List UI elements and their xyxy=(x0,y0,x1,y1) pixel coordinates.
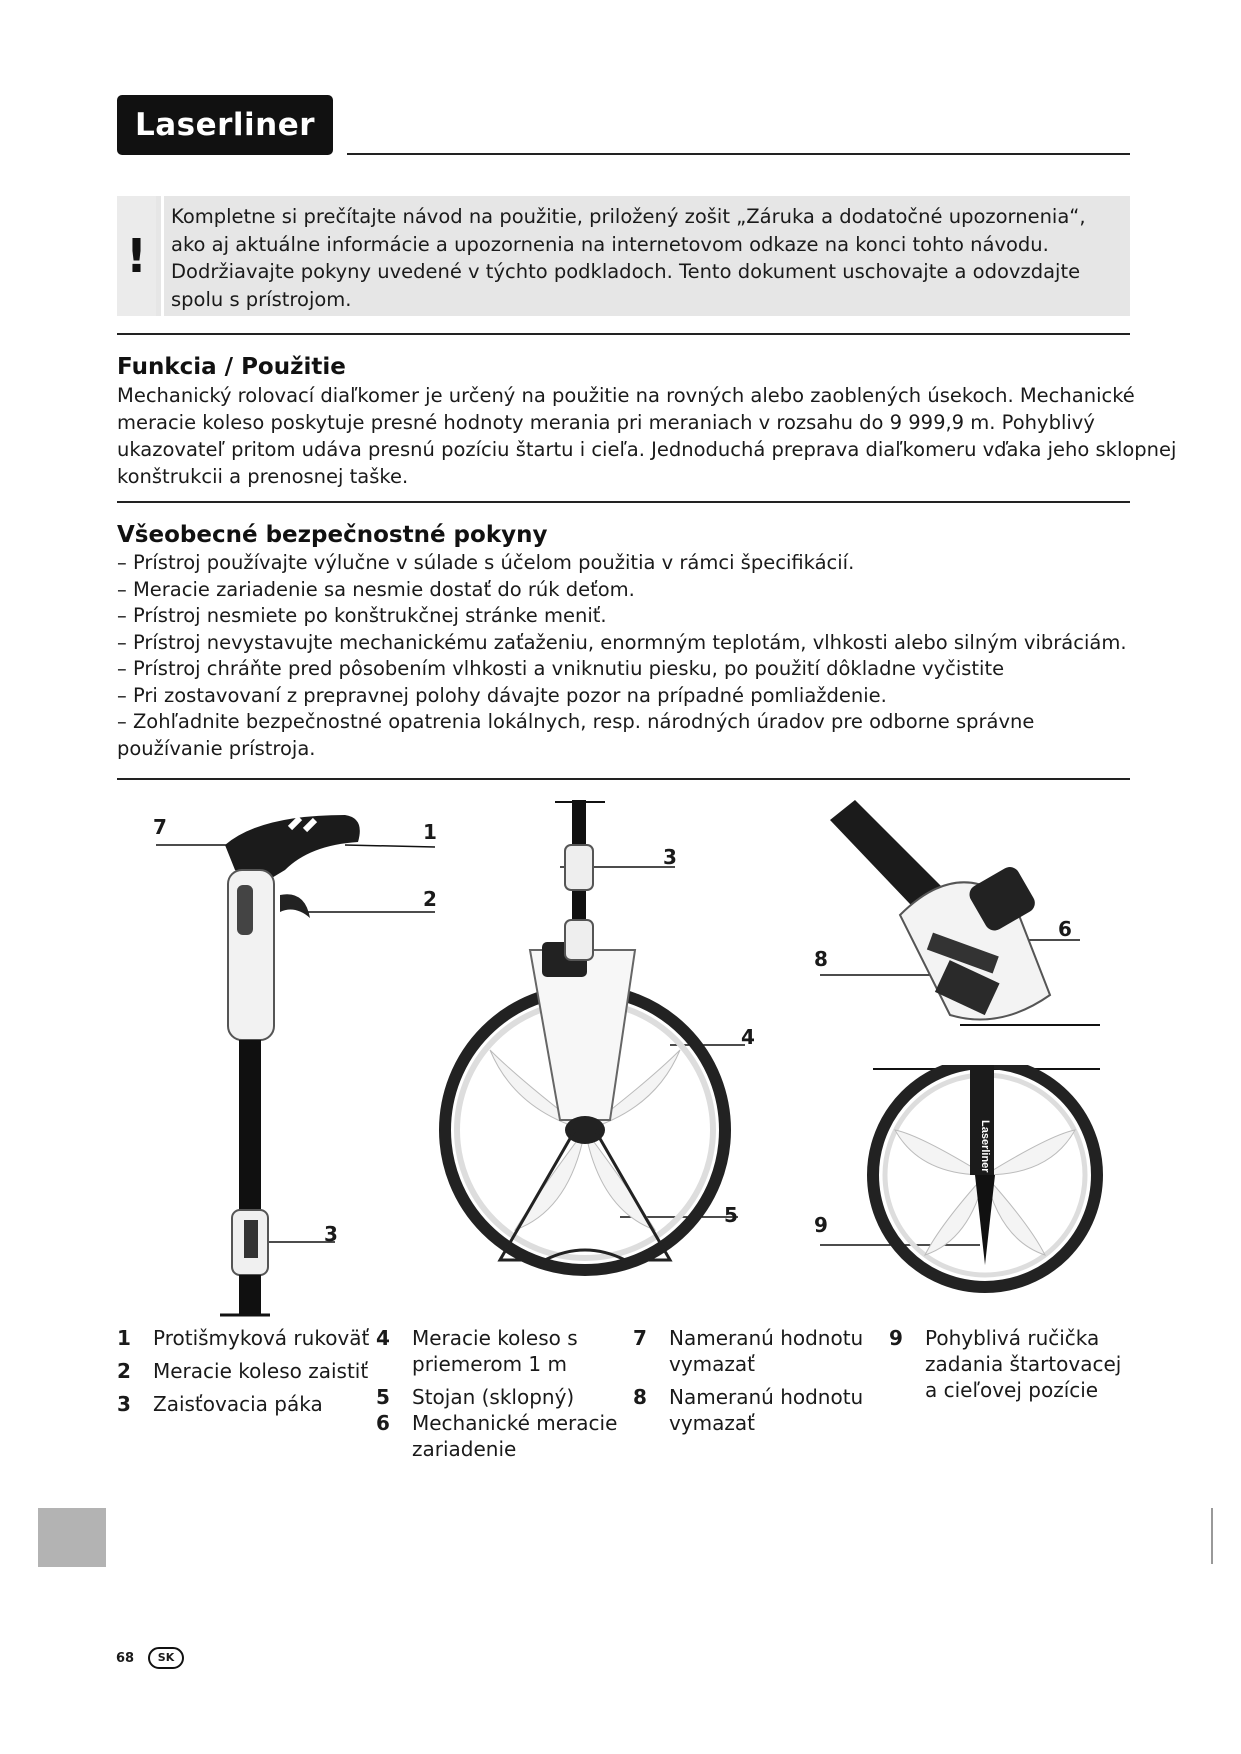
exclamation-icon: ! xyxy=(117,196,156,316)
language-badge: SK xyxy=(148,1647,184,1669)
side-tab xyxy=(38,1508,106,1567)
safety-item: – Prístroj nesmiete po konštrukčnej stránke meniť. xyxy=(117,604,607,627)
legend-number: 6 xyxy=(376,1411,390,1435)
figure-wheel-detail xyxy=(800,1065,1130,1295)
callout-5: 5 xyxy=(724,1203,738,1227)
legend-label: Mechanické meracie xyxy=(412,1411,618,1435)
function-line: Mechanický rolovací diaľkomer je určený na použitie na rovných alebo zaoblených úsekoch. Mechanické xyxy=(117,384,1135,407)
legend-label: Nameranú hodnotu xyxy=(669,1385,864,1409)
callout-6: 6 xyxy=(1058,917,1072,941)
warning-line: Dodržiavajte pokyny uvedené v týchto podkladoch. Tento dokument uschovajte a odovzdajte xyxy=(171,260,1081,283)
warning-text xyxy=(171,203,1121,313)
legend-label: Protišmyková rukoväť xyxy=(153,1326,370,1350)
callout-9: 9 xyxy=(814,1213,828,1237)
edge-mark xyxy=(1211,1508,1213,1564)
legend-label: Zaisťovacia páka xyxy=(153,1392,323,1416)
safety-heading: Všeobecné bezpečnostné pokyny xyxy=(117,522,548,548)
figure-handle xyxy=(140,800,440,1320)
warning-line: spolu s prístrojom. xyxy=(171,287,352,311)
function-line: meracie koleso poskytuje presné hodnoty merania pri meraniach v rozsahu do 9 999,9 m. Pohyblivý xyxy=(117,411,1095,434)
legend-label: Stojan (sklopný) xyxy=(412,1385,575,1409)
legend-number: 9 xyxy=(889,1326,903,1350)
safety-item: – Prístroj nevystavujte mechanickému zaťaženiu, enormným teplotám, vlhkosti alebo silným vibráciám. xyxy=(117,630,1127,654)
warning-divider xyxy=(161,196,164,316)
callout-1: 1 xyxy=(423,820,437,844)
function-line: konštrukcii a prenosnej taške. xyxy=(117,465,409,488)
section-rule xyxy=(117,778,1130,780)
legend-number: 2 xyxy=(117,1359,131,1383)
figure-measuring-wheel xyxy=(420,800,780,1305)
legend-label: Nameranú hodnotu xyxy=(669,1326,864,1350)
wheel-brand-text: Laserliner xyxy=(979,1120,991,1173)
safety-list xyxy=(117,550,1132,762)
page-number: 68 xyxy=(116,1651,135,1666)
function-body xyxy=(117,382,1177,490)
legend-label: vymazať xyxy=(669,1411,756,1435)
legend-label: Meracie koleso zaistiť xyxy=(153,1359,369,1383)
section-rule xyxy=(117,501,1130,503)
safety-item: – Pri zostavovaní z prepravnej polohy dávajte pozor na prípadné pomliaždenie. xyxy=(117,683,887,707)
legend-number: 3 xyxy=(117,1392,131,1416)
legend-label: zariadenie xyxy=(412,1437,517,1461)
legend-label: vymazať xyxy=(669,1352,756,1376)
safety-item: používanie prístroja. xyxy=(117,736,316,760)
figure-counter-detail xyxy=(800,795,1130,1035)
callout-2: 2 xyxy=(423,887,437,911)
legend-label: priemerom 1 m xyxy=(412,1352,567,1376)
legend-label: Pohyblivá ručička xyxy=(925,1326,1100,1350)
callout-3: 3 xyxy=(663,845,677,869)
safety-item: – Prístroj chráňte pred pôsobením vlhkosti a vniknutiu piesku, po použití dôkladne vyčistite xyxy=(117,657,1005,680)
safety-item: – Prístroj používajte výlučne v súlade s účelom použitia v rámci špecifikácií. xyxy=(117,551,855,574)
callout-3: 3 xyxy=(324,1222,338,1246)
warning-line: ako aj aktuálne informácie a upozornenia na internetovom odkaze na konci tohto návodu. xyxy=(171,232,1049,256)
brand-logo: Laserliner xyxy=(117,95,333,155)
callout-8: 8 xyxy=(814,947,828,971)
legend-number: 4 xyxy=(376,1326,390,1350)
safety-item: – Meracie zariadenie sa nesmie dostať do rúk deťom. xyxy=(117,577,635,601)
header-rule xyxy=(347,153,1130,155)
legend-number: 5 xyxy=(376,1385,390,1409)
callout-4: 4 xyxy=(741,1025,755,1049)
safety-item: – Zohľadnite bezpečnostné opatrenia lokálnych, resp. národných úradov pre odborne správne xyxy=(117,710,1035,733)
function-heading: Funkcia / Použitie xyxy=(117,354,346,380)
legend-number: 1 xyxy=(117,1326,131,1350)
legend-number: 7 xyxy=(633,1326,647,1350)
callout-7: 7 xyxy=(153,815,167,839)
legend-number: 8 xyxy=(633,1385,647,1409)
function-line: ukazovateľ pritom udáva presnú pozíciu štartu i cieľa. Jednoduchá preprava diaľkomeru vďaka jeho sklopnej xyxy=(117,438,1177,461)
legend-label: zadania štartovacej xyxy=(925,1352,1122,1376)
legend-label: Meracie koleso s xyxy=(412,1326,578,1350)
legend-label: a cieľovej pozície xyxy=(925,1378,1099,1402)
section-rule xyxy=(117,333,1130,335)
warning-line: Kompletne si prečítajte návod na použitie, priložený zošit „Záruka a dodatočné upozornenia“, xyxy=(171,205,1086,228)
